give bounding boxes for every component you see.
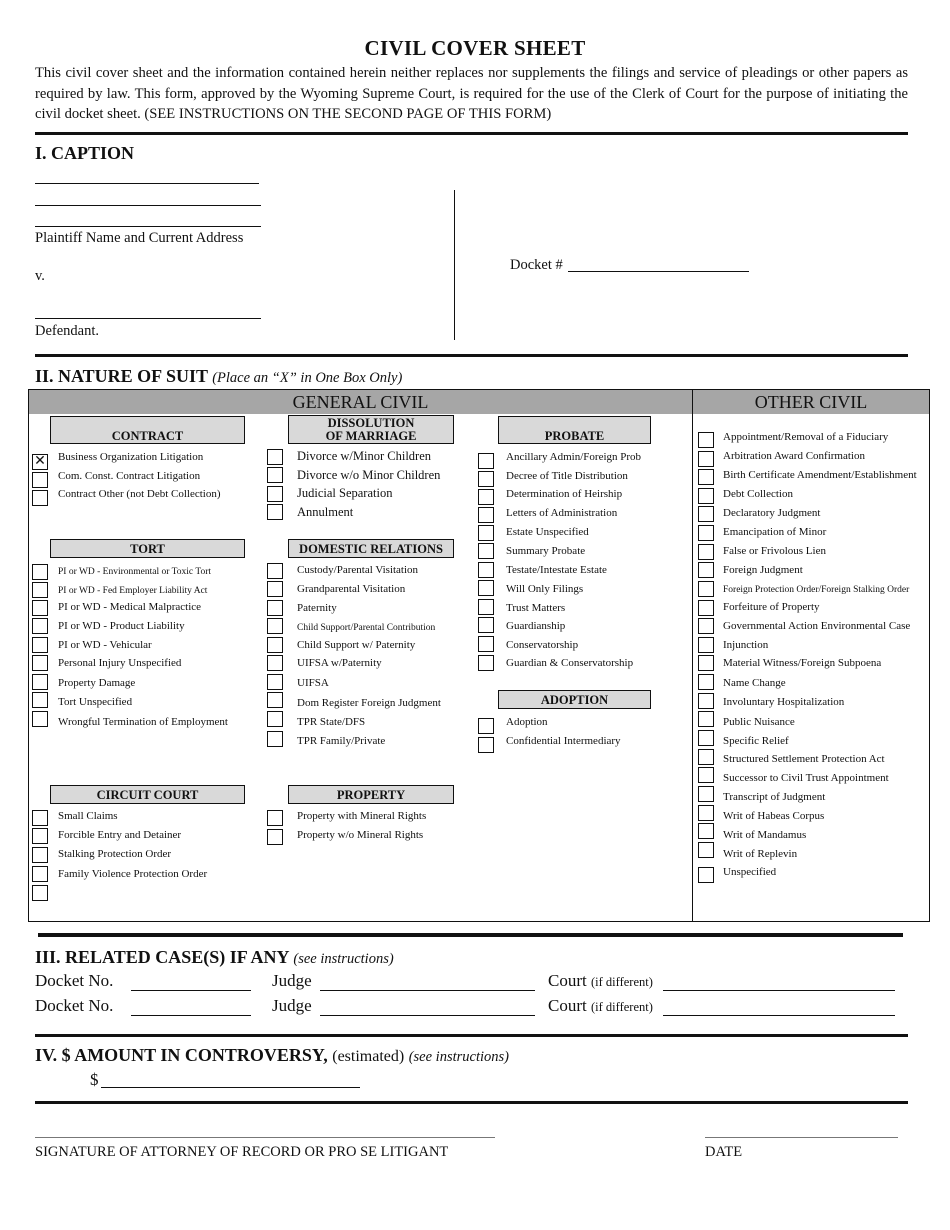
dissolution-item: Judicial Separation: [297, 486, 393, 500]
probate-checkbox[interactable]: [478, 525, 494, 541]
probate-checkbox[interactable]: [478, 580, 494, 596]
plaintiff-line-1[interactable]: [35, 183, 259, 184]
other-civil-checkbox[interactable]: [698, 600, 714, 616]
dissolution-checkbox[interactable]: [267, 449, 283, 465]
related-docket-label: Docket No.: [35, 971, 114, 990]
related-docket-label: Docket No.: [35, 996, 114, 1015]
circuit-checkbox[interactable]: [32, 847, 48, 863]
signature-label: SIGNATURE OF ATTORNEY OF RECORD OR PRO SE LITIGANT: [35, 1144, 449, 1160]
caption-heading: I. CAPTION: [35, 143, 135, 163]
other-civil-checkbox[interactable]: [698, 730, 714, 746]
other-civil-item: Transcript of Judgment: [723, 791, 826, 803]
dissolution-item: Divorce w/Minor Children: [297, 449, 432, 463]
amount-heading: [35, 1045, 509, 1066]
adoption-header: ADOPTION: [498, 690, 651, 709]
contract-checkbox-1[interactable]: ✕: [32, 454, 48, 470]
date-label: DATE: [705, 1144, 743, 1160]
docket-label: Docket #: [510, 257, 563, 273]
related-heading: [35, 947, 394, 968]
domestic-item: UIFSA w/Paternity: [297, 657, 382, 669]
tort-checkbox[interactable]: [32, 711, 48, 727]
probate-item: Summary Probate: [506, 545, 586, 557]
domestic-item: Dom Register Foreign Judgment: [297, 697, 441, 709]
related-court-note: (if different): [590, 975, 653, 989]
other-civil-item: Foreign Judgment: [723, 564, 803, 576]
circuit-checkbox[interactable]: [32, 828, 48, 844]
domestic-checkbox[interactable]: [267, 581, 283, 597]
contract-item: Com. Const. Contract Litigation: [58, 470, 201, 482]
plaintiff-label: Plaintiff Name and Current Address: [35, 230, 244, 246]
property-checkbox[interactable]: [267, 829, 283, 845]
other-civil-checkbox[interactable]: [698, 823, 714, 839]
related-judge-label: Judge: [272, 996, 312, 1015]
probate-item: Ancillary Admin/Foreign Prob: [506, 451, 642, 463]
other-civil-item: Writ of Mandamus: [723, 829, 807, 841]
divider: [38, 933, 903, 937]
related-court-label: [548, 996, 653, 1016]
domestic-checkbox[interactable]: [267, 655, 283, 671]
amount-heading-text: IV. $ AMOUNT IN CONTROVERSY,: [35, 1045, 328, 1065]
domestic-relations-header: DOMESTIC RELATIONS: [288, 539, 454, 558]
circuit-court-header: CIRCUIT COURT: [50, 785, 245, 804]
property-item: Property w/o Mineral Rights: [297, 829, 424, 841]
other-civil-item: False or Frivolous Lien: [723, 545, 826, 557]
intro-paragraph: This civil cover sheet and the information contained herein neither replaces nor supplements the filings and service of pleadings or other papers as required by law. This form, approved by the Wyoming Supreme Court, is required for the use of the Clerk of Court for the purpose of initiating the civil docket sheet. (SEE INSTRUCTIONS ON THE SECOND PAGE OF THIS FORM): [35, 65, 908, 122]
tort-checkbox[interactable]: [32, 692, 48, 708]
dissolution-header: [288, 415, 454, 444]
other-civil-item: Unspecified: [723, 866, 777, 878]
probate-checkbox[interactable]: [478, 489, 494, 505]
related-court-field[interactable]: [663, 990, 895, 991]
circuit-item: Stalking Protection Order: [58, 848, 172, 860]
probate-checkbox[interactable]: [478, 636, 494, 652]
related-court-label: [548, 971, 653, 991]
defendant-line[interactable]: [35, 318, 261, 319]
dissolution-header-line1: DISSOLUTION: [327, 416, 415, 430]
other-civil-item: Declaratory Judgment: [723, 507, 821, 519]
date-field[interactable]: [705, 1137, 898, 1138]
related-judge-field[interactable]: [320, 990, 535, 991]
circuit-checkbox[interactable]: [32, 885, 48, 901]
contract-checkbox-3[interactable]: [32, 490, 48, 506]
domestic-item: Grandparental Visitation: [297, 583, 406, 595]
plaintiff-line-2[interactable]: [35, 205, 261, 206]
probate-item: Determination of Heirship: [506, 488, 623, 500]
other-civil-item: Governmental Action Environmental Case: [723, 620, 911, 632]
related-judge-field[interactable]: [320, 1015, 535, 1016]
other-civil-item: Arbitration Award Confirmation: [723, 450, 865, 462]
other-civil-checkbox[interactable]: [698, 618, 714, 634]
related-judge-label: Judge: [272, 971, 312, 990]
other-civil-item: Involuntary Hospitalization: [723, 696, 845, 708]
domestic-item: Child Support w/ Paternity: [297, 639, 416, 651]
tort-item: PI or WD - Product Liability: [58, 620, 185, 632]
probate-header: PROBATE: [498, 416, 651, 444]
other-civil-item: Name Change: [723, 677, 786, 689]
dissolution-item: Divorce w/o Minor Children: [297, 468, 441, 482]
other-civil-checkbox[interactable]: [698, 432, 714, 448]
divider: [35, 1101, 908, 1104]
related-instruction: (see instructions): [293, 951, 394, 967]
nature-heading-text: II. NATURE OF SUIT: [35, 366, 208, 386]
related-heading-text: III. RELATED CASE(S) IF ANY: [35, 947, 289, 967]
related-court-field[interactable]: [663, 1015, 895, 1016]
probate-item: Conservatorship: [506, 639, 579, 651]
related-docket-field[interactable]: [131, 1015, 251, 1016]
tort-item: PI or WD - Fed Employer Liability Act: [58, 586, 208, 596]
probate-item: Testate/Intestate Estate: [506, 564, 607, 576]
dissolution-item: Annulment: [297, 505, 354, 519]
probate-checkbox[interactable]: [478, 543, 494, 559]
other-civil-checkbox[interactable]: [698, 711, 714, 727]
other-civil-band: OTHER CIVIL: [693, 390, 929, 414]
domestic-checkbox[interactable]: [267, 563, 283, 579]
related-court-text: Court: [548, 996, 587, 1015]
other-civil-item: Material Witness/Foreign Subpoena: [723, 657, 882, 669]
tort-item: Wrongful Termination of Employment: [58, 716, 228, 728]
adoption-checkbox[interactable]: [478, 737, 494, 753]
other-civil-checkbox[interactable]: [698, 544, 714, 560]
other-civil-item: Emancipation of Minor: [723, 526, 827, 538]
other-civil-checkbox[interactable]: [698, 805, 714, 821]
circuit-item: Small Claims: [58, 810, 118, 822]
tort-checkbox[interactable]: [32, 674, 48, 690]
caption-divider: [454, 190, 455, 340]
amount-estimated: (estimated): [332, 1048, 405, 1065]
tort-item: Personal Injury Unspecified: [58, 657, 182, 669]
other-civil-checkbox[interactable]: [698, 506, 714, 522]
property-header: PROPERTY: [288, 785, 454, 804]
contract-header: CONTRACT: [50, 416, 245, 444]
other-civil-item: Writ of Replevin: [723, 848, 798, 860]
dissolution-checkbox[interactable]: [267, 504, 283, 520]
probate-checkbox[interactable]: [478, 562, 494, 578]
probate-item: Will Only Filings: [506, 583, 584, 595]
probate-item: Trust Matters: [506, 602, 566, 614]
other-civil-item: Forfeiture of Property: [723, 601, 820, 613]
tort-checkbox[interactable]: [32, 655, 48, 671]
other-civil-checkbox[interactable]: [698, 469, 714, 485]
tort-header: TORT: [50, 539, 245, 558]
property-checkbox[interactable]: [267, 810, 283, 826]
domestic-checkbox[interactable]: [267, 692, 283, 708]
circuit-checkbox[interactable]: [32, 810, 48, 826]
nature-heading: [35, 366, 402, 387]
adoption-checkbox[interactable]: [478, 718, 494, 734]
circuit-checkbox[interactable]: [32, 866, 48, 882]
other-civil-checkbox[interactable]: [698, 693, 714, 709]
domestic-item: TPR Family/Private: [297, 735, 386, 747]
other-civil-item: Specific Relief: [723, 735, 789, 747]
other-civil-checkbox[interactable]: [698, 451, 714, 467]
domestic-checkbox[interactable]: [267, 637, 283, 653]
other-civil-item: Foreign Protection Order/Foreign Stalking Order: [723, 585, 910, 595]
versus-label: v.: [35, 268, 45, 284]
related-docket-field[interactable]: [131, 990, 251, 991]
other-civil-checkbox[interactable]: [698, 655, 714, 671]
tort-checkbox[interactable]: [32, 582, 48, 598]
dissolution-checkbox[interactable]: [267, 486, 283, 502]
other-civil-checkbox[interactable]: [698, 786, 714, 802]
tort-checkbox[interactable]: [32, 600, 48, 616]
other-civil-item: Appointment/Removal of a Fiduciary: [723, 431, 889, 443]
related-court-text: Court: [548, 971, 587, 990]
other-civil-item: Writ of Habeas Corpus: [723, 810, 825, 822]
form-title: CIVIL COVER SHEET: [364, 36, 586, 60]
probate-checkbox[interactable]: [478, 599, 494, 615]
domestic-checkbox[interactable]: [267, 731, 283, 747]
domestic-checkbox[interactable]: [267, 674, 283, 690]
tort-item: PI or WD - Medical Malpractice: [58, 601, 202, 613]
tort-checkbox[interactable]: [32, 637, 48, 653]
dissolution-checkbox[interactable]: [267, 467, 283, 483]
domestic-item: UIFSA: [297, 677, 329, 689]
divider: [35, 132, 908, 135]
other-civil-checkbox[interactable]: [698, 767, 714, 783]
other-civil-item: Structured Settlement Protection Act: [723, 753, 885, 765]
tort-item: Tort Unspecified: [58, 696, 133, 708]
amount-dollar-sign: $: [90, 1070, 99, 1089]
domestic-item: Paternity: [297, 602, 337, 614]
other-civil-item: Injunction: [723, 639, 769, 651]
other-civil-checkbox[interactable]: [698, 488, 714, 504]
other-civil-checkbox[interactable]: [698, 842, 714, 858]
dissolution-header-line2: OF MARRIAGE: [325, 429, 417, 443]
other-civil-item: Successor to Civil Trust Appointment: [723, 772, 889, 784]
other-civil-checkbox[interactable]: [698, 674, 714, 690]
probate-checkbox[interactable]: [478, 453, 494, 469]
other-civil-checkbox[interactable]: [698, 867, 714, 883]
other-civil-item: Birth Certificate Amendment/Establishment: [723, 469, 917, 481]
other-civil-checkbox[interactable]: [698, 637, 714, 653]
domestic-checkbox[interactable]: [267, 600, 283, 616]
property-item: Property with Mineral Rights: [297, 810, 427, 822]
tort-item: Property Damage: [58, 677, 136, 689]
domestic-item: Child Support/Parental Contribution: [297, 623, 436, 633]
probate-item: Guardianship: [506, 620, 566, 632]
tort-item: PI or WD - Environmental or Toxic Tort: [58, 567, 212, 577]
divider: [35, 1034, 908, 1037]
tort-item: PI or WD - Vehicular: [58, 639, 152, 651]
divider: [35, 354, 908, 357]
other-civil-checkbox[interactable]: [698, 749, 714, 765]
circuit-item: Family Violence Protection Order: [58, 868, 208, 880]
docket-number-field[interactable]: [568, 271, 749, 272]
domestic-checkbox[interactable]: [267, 618, 283, 634]
general-civil-band: GENERAL CIVIL: [29, 390, 692, 414]
amount-field[interactable]: [101, 1087, 360, 1088]
probate-checkbox[interactable]: [478, 471, 494, 487]
contract-item: Business Organization Litigation: [58, 451, 204, 463]
other-civil-item: Public Nuisance: [723, 716, 795, 728]
other-civil-checkbox[interactable]: [698, 581, 714, 597]
probate-checkbox[interactable]: [478, 507, 494, 523]
contract-checkbox-2[interactable]: [32, 472, 48, 488]
probate-item: Guardian & Conservatorship: [506, 657, 634, 669]
signature-field[interactable]: [35, 1137, 495, 1138]
tort-checkbox[interactable]: [32, 618, 48, 634]
related-court-note: (if different): [590, 1000, 653, 1014]
other-civil-checkbox[interactable]: [698, 525, 714, 541]
probate-checkbox[interactable]: [478, 617, 494, 633]
plaintiff-line-3[interactable]: [35, 226, 261, 227]
adoption-item: Confidential Intermediary: [506, 735, 621, 747]
amount-instruction: (see instructions): [408, 1049, 509, 1065]
circuit-item: Forcible Entry and Detainer: [58, 829, 182, 841]
probate-item: Decree of Title Distribution: [506, 470, 628, 482]
probate-item: Letters of Administration: [506, 507, 618, 519]
probate-item: Estate Unspecified: [506, 526, 589, 538]
other-civil-checkbox[interactable]: [698, 562, 714, 578]
contract-item: Contract Other (not Debt Collection): [58, 488, 221, 500]
other-civil-item: Debt Collection: [723, 488, 793, 500]
adoption-item: Adoption: [506, 716, 548, 728]
domestic-item: TPR State/DFS: [297, 716, 366, 728]
defendant-label: Defendant.: [35, 323, 100, 339]
domestic-checkbox[interactable]: [267, 711, 283, 727]
nature-instruction: (Place an “X” in One Box Only): [212, 370, 403, 386]
tort-checkbox[interactable]: [32, 564, 48, 580]
probate-checkbox[interactable]: [478, 655, 494, 671]
domestic-item: Custody/Parental Visitation: [297, 564, 419, 576]
